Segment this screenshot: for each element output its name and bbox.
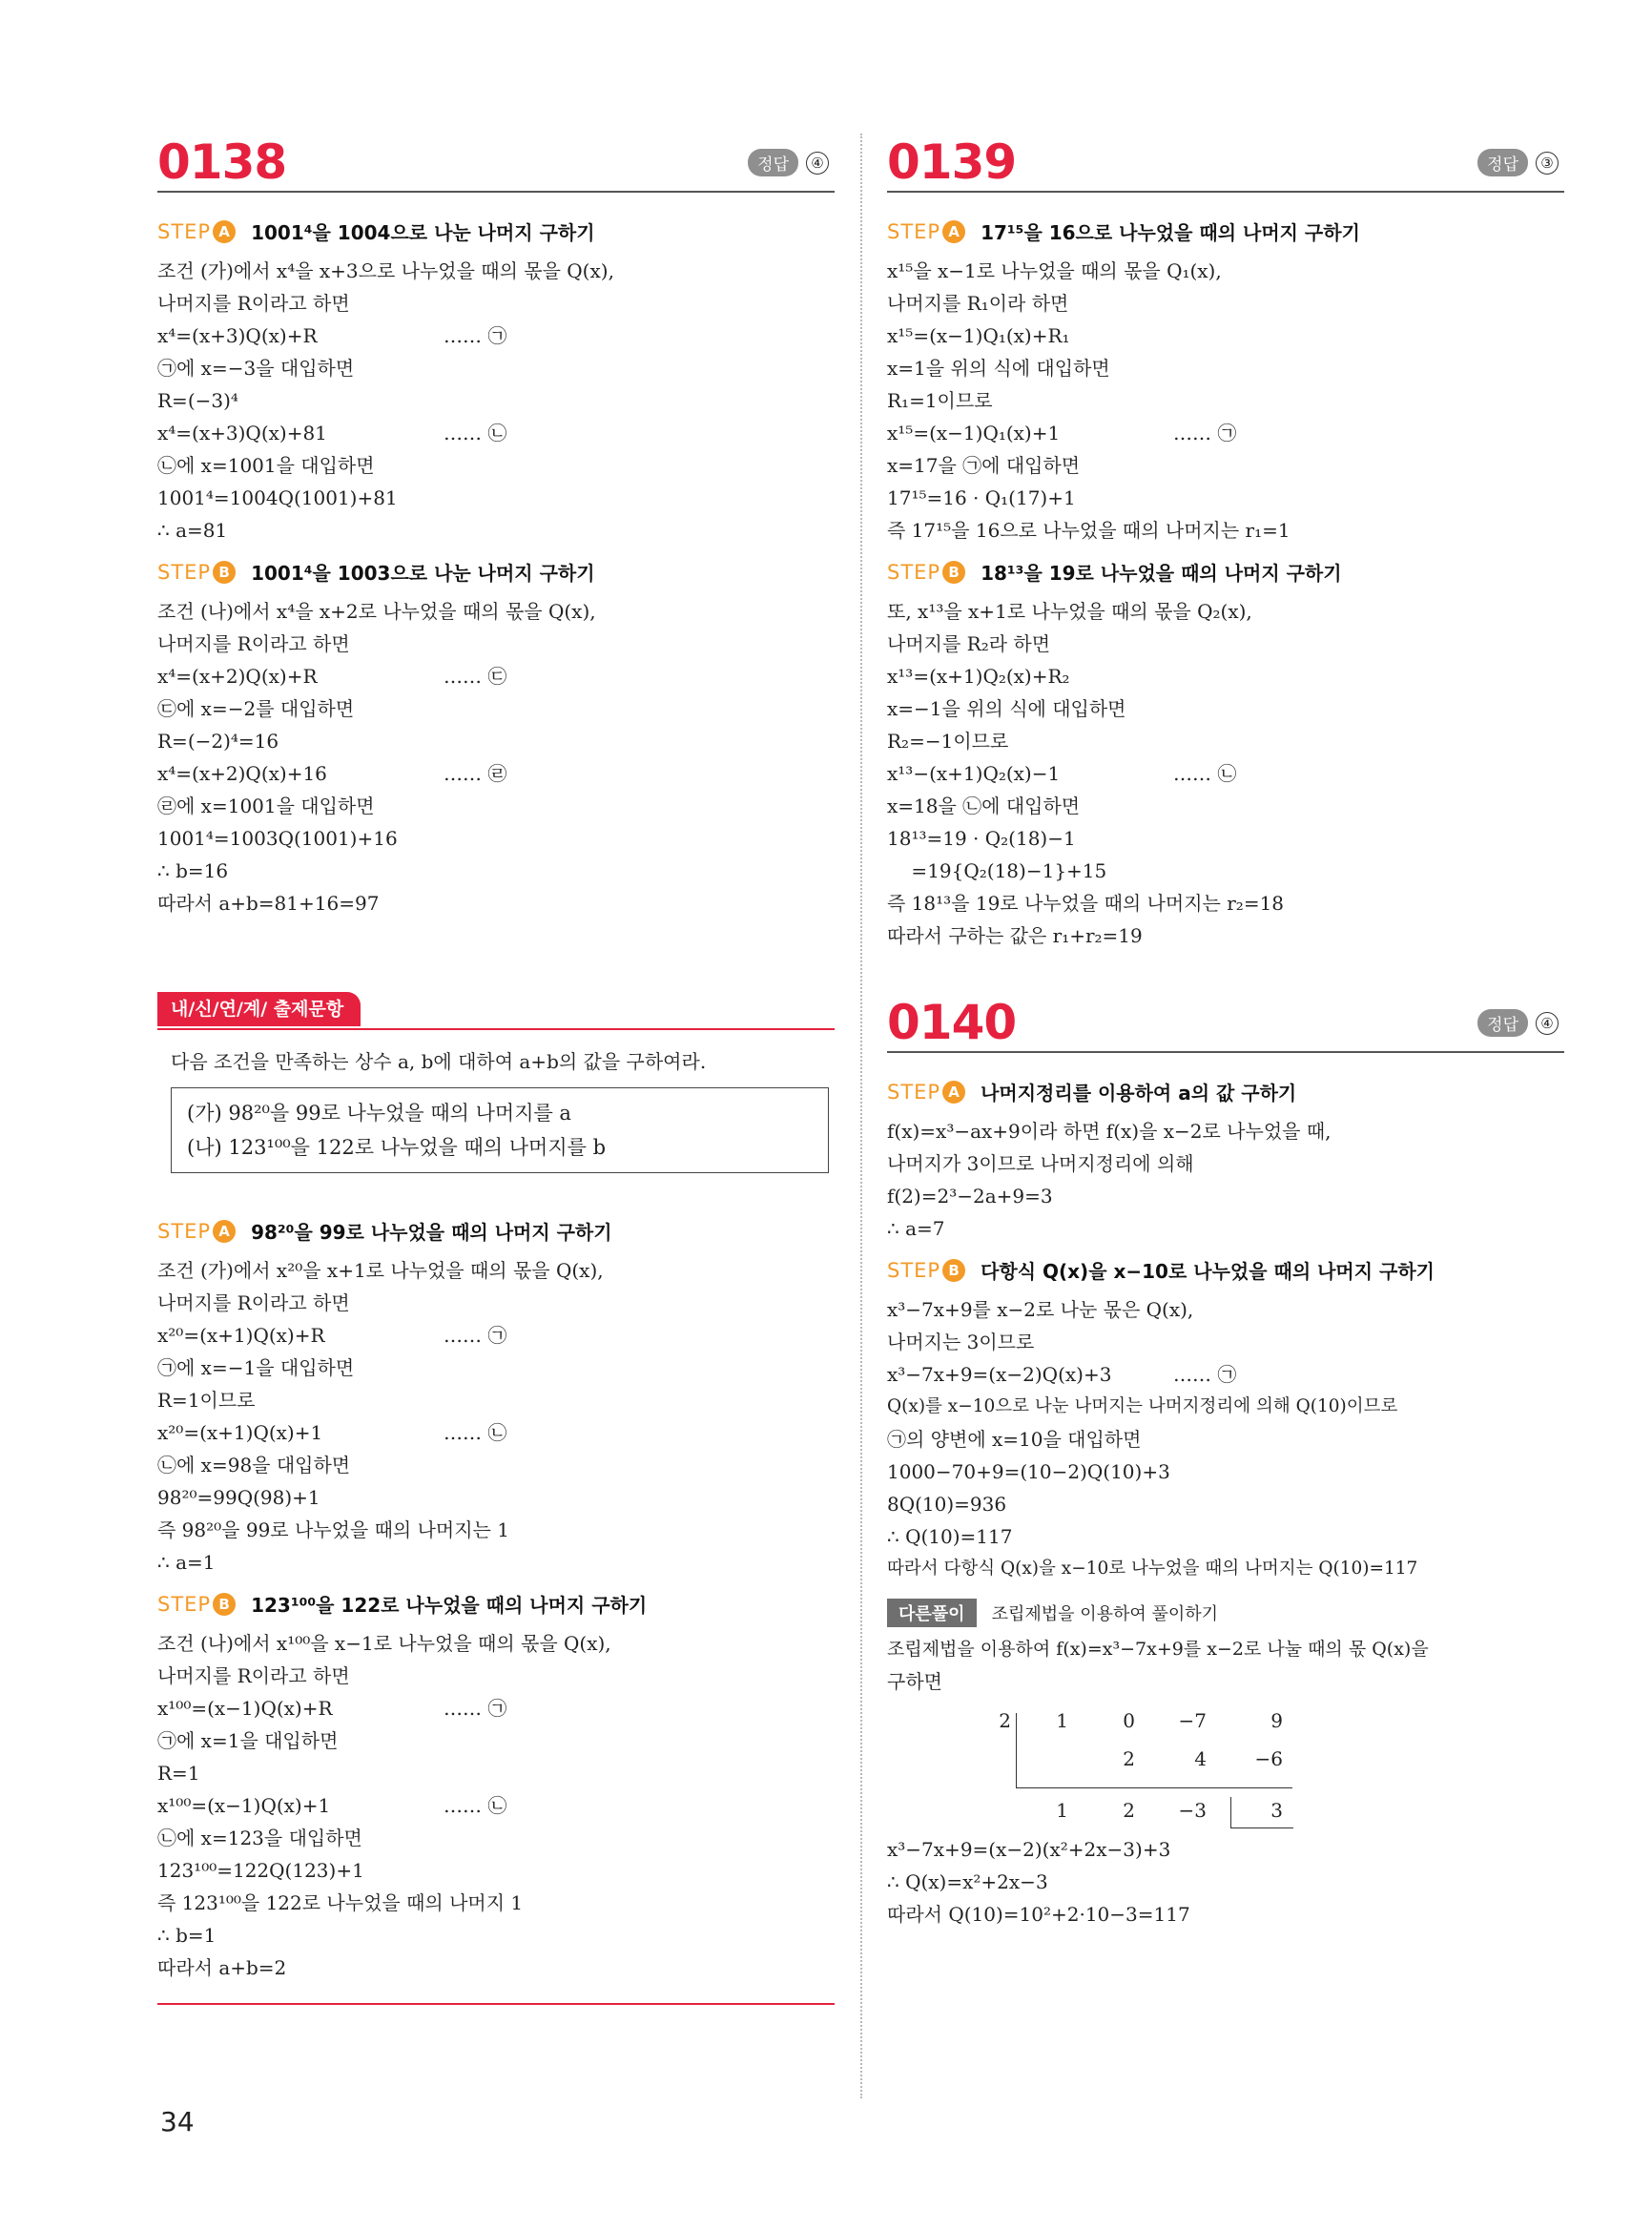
condition-line: (가) 98²⁰을 99로 나누었을 때의 나머지를 a (187, 1102, 571, 1125)
solution-line: ㉣에 x=1001을 대입하면 (157, 795, 375, 817)
problem-number: 0140 (887, 995, 1017, 1050)
step-label: STEP (887, 560, 941, 584)
solution-line: ㉢에 x=−2를 대입하면 (157, 697, 355, 720)
solution-line: Q(x)를 x−10으로 나눈 나머지는 나머지정리에 의해 Q(10)이므로 (887, 1396, 1398, 1416)
right-column (887, 134, 1564, 1931)
equation: x⁴=(x+3)Q(x)+81 (157, 422, 327, 444)
solution-line: 나머지를 R이라고 하면 (157, 632, 350, 655)
naesin-step-b-title (157, 1590, 835, 1618)
solution-line: 98²⁰=99Q(98)+1 (157, 1486, 320, 1509)
solution-line: R=(−3)⁴ (157, 389, 238, 412)
equation: x¹⁵=(x−1)Q₁(x)+1 (887, 422, 1061, 444)
equation: x¹³−(x+1)Q₂(x)−1 (887, 762, 1061, 785)
solution-line: R=1 (157, 1762, 200, 1785)
solution-line: 따라서 a+b=2 (157, 1956, 287, 1979)
answer-badge: 정답 (748, 149, 798, 176)
equation-tag: …… ㉠ (1173, 422, 1237, 444)
solution-line: ∴ a=1 (157, 1551, 216, 1574)
solution-line: 1001⁴=1004Q(1001)+81 (157, 486, 398, 509)
solution-line: 나머지는 3이므로 (887, 1331, 1035, 1353)
solution-line (157, 1692, 835, 1724)
solution-line: ㉡에 x=1001을 대입하면 (157, 454, 375, 477)
answer-box (1477, 1009, 1559, 1037)
step-label: STEP (157, 560, 212, 584)
answer-box (1477, 149, 1559, 176)
solution-line: 즉 17¹⁵을 16으로 나누었을 때의 나머지는 r₁=1 (887, 519, 1291, 542)
equation: x³−7x+9=(x−2)Q(x)+3 (887, 1363, 1112, 1386)
solution-line: 구하면 (887, 1670, 942, 1693)
step-text: 98²⁰을 99로 나누었을 때의 나머지 구하기 (251, 1221, 612, 1244)
solution-line: 1000−70+9=(10−2)Q(10)+3 (887, 1460, 1170, 1483)
equation-tag: …… ㉢ (444, 665, 507, 688)
synth-horizontal-rule (1016, 1787, 1292, 1788)
step-text: 18¹³을 19로 나누었을 때의 나머지 구하기 (981, 562, 1342, 585)
solution-line: R=(−2)⁴=16 (157, 730, 279, 753)
solution-line: ∴ a=7 (887, 1217, 945, 1240)
solution-line: ㉠의 양변에 x=10을 대입하면 (887, 1428, 1142, 1451)
step-label: STEP (157, 1592, 212, 1616)
naesin-question: 다음 조건을 만족하는 상수 a, b에 대하여 a+b의 값을 구하여라. (171, 1050, 707, 1073)
solution-line: 또, x¹³을 x+1로 나누었을 때의 몫을 Q₂(x), (887, 600, 1252, 623)
solution-line: 18¹³=19 · Q₂(18)−1 (887, 827, 1076, 850)
step-letter-a-icon: A (942, 1081, 965, 1104)
step-letter-b-icon: B (213, 561, 236, 584)
solution-line: 즉 98²⁰을 99로 나누었을 때의 나머지는 1 (157, 1518, 509, 1541)
solution-line: 나머지를 R이라고 하면 (157, 292, 350, 315)
solution-line: ㉠에 x=−3을 대입하면 (157, 357, 355, 380)
step-letter-a-icon: A (213, 1220, 236, 1243)
problem-header-0140 (887, 994, 1564, 1053)
equation: x²⁰=(x+1)Q(x)+R (157, 1324, 325, 1347)
solution-line: x³−7x+9=(x−2)(x²+2x−3)+3 (887, 1838, 1171, 1861)
page-number: 34 (160, 2106, 195, 2137)
solution-line: x³−7x+9를 x−2로 나눈 몫은 Q(x), (887, 1298, 1194, 1321)
naesin-step-a-title (157, 1217, 835, 1245)
solution-line: R=1이므로 (157, 1389, 256, 1412)
step-text: 1001⁴을 1004으로 나눈 나머지 구하기 (251, 221, 595, 244)
problem-number: 0139 (887, 134, 1017, 190)
solution-line: ∴ Q(10)=117 (887, 1525, 1013, 1548)
equation-tag: …… ㉠ (444, 1697, 507, 1720)
solution-line: ㉡에 x=123을 대입하면 (157, 1827, 362, 1849)
solution-line: 1001⁴=1003Q(1001)+16 (157, 827, 398, 850)
step-label: STEP (887, 1258, 941, 1282)
step-letter-b-icon: B (942, 561, 965, 584)
solution-line: 123¹⁰⁰=122Q(123)+1 (157, 1859, 364, 1882)
solution-line: R₁=1이므로 (887, 389, 993, 412)
naesin-tag: 내/신/연/계/ 출제문항 (157, 992, 361, 1026)
left-column (157, 134, 835, 2005)
step-letter-b-icon: B (213, 1593, 236, 1616)
answer-box (748, 149, 829, 176)
solution-line: 나머지가 3이므로 나머지정리에 의해 (887, 1152, 1194, 1175)
solution-line: 나머지를 R이라고 하면 (157, 1664, 350, 1687)
solution-line: R₂=−1이므로 (887, 730, 1009, 753)
step-b-title (887, 558, 1564, 586)
step-letter-a-icon: A (213, 220, 236, 243)
synth-cell: 9 (1270, 1709, 1283, 1732)
step-text: 나머지정리를 이용하여 a의 값 구하기 (981, 1082, 1297, 1105)
alt-tag: 다른풀이 (887, 1599, 977, 1627)
solution-line (887, 757, 1564, 790)
synth-cell: 2 (1123, 1799, 1135, 1822)
solution-line (887, 1358, 1564, 1391)
condition-box (171, 1087, 829, 1173)
equation-tag: …… ㉡ (444, 1421, 507, 1444)
equation-tag: …… ㉡ (1173, 762, 1237, 785)
synth-cell: −7 (1178, 1709, 1207, 1732)
solution-line: =19{Q₂(18)−1}+15 (887, 859, 1107, 882)
equation: x²⁰=(x+1)Q(x)+1 (157, 1421, 323, 1444)
section-divider (157, 2003, 835, 2005)
solution-line: x¹⁵을 x−1로 나누었을 때의 몫을 Q₁(x), (887, 259, 1222, 282)
answer-badge: 정답 (1477, 149, 1528, 176)
problem-header-0139 (887, 134, 1564, 193)
solution-line (157, 757, 835, 790)
synth-remainder: 3 (1270, 1799, 1283, 1822)
step-b-title (157, 558, 835, 586)
solution-line: 조건 (나)에서 x¹⁰⁰을 x−1로 나누었을 때의 몫을 Q(x), (157, 1632, 611, 1655)
step-text: 다항식 Q(x)을 x−10로 나누었을 때의 나머지 구하기 (981, 1260, 1435, 1283)
synth-remainder-rule (1230, 1827, 1293, 1828)
solution-line (157, 1789, 835, 1822)
step-a-title (887, 1078, 1564, 1105)
solution-line: 17¹⁵=16 · Q₁(17)+1 (887, 486, 1076, 509)
step-letter-b-icon: B (942, 1259, 965, 1282)
step-text: 123¹⁰⁰을 122로 나누었을 때의 나머지 구하기 (251, 1594, 648, 1617)
solution-line: x¹⁵=(x−1)Q₁(x)+R₁ (887, 324, 1070, 347)
answer-value: ④ (1536, 1012, 1559, 1035)
solution-line: 나머지를 R₁이라 하면 (887, 292, 1069, 315)
solution-line: 조건 (가)에서 x⁴을 x+3으로 나누었을 때의 몫을 Q(x), (157, 259, 614, 282)
solution-line: f(x)=x³−ax+9이라 하면 f(x)을 x−2로 나누었을 때, (887, 1120, 1332, 1143)
synth-cell: 1 (1056, 1799, 1068, 1822)
solution-line: 조건 (나)에서 x⁴을 x+2로 나누었을 때의 몫을 Q(x), (157, 600, 596, 623)
step-label: STEP (157, 1219, 212, 1243)
solution-line: ㉡에 x=98을 대입하면 (157, 1454, 351, 1476)
solution-line: 즉 18¹³을 19로 나누었을 때의 나머지는 r₂=18 (887, 892, 1285, 915)
solution-line: ㉠에 x=1을 대입하면 (157, 1729, 339, 1752)
naesin-header (157, 992, 835, 1030)
solution-line: ∴ Q(x)=x²+2x−3 (887, 1870, 1048, 1893)
equation-tag: …… ㉠ (444, 324, 507, 347)
step-a-title (157, 217, 835, 245)
synthetic-division (944, 1705, 1564, 1829)
solution-line: 따라서 다항식 Q(x)을 x−10로 나누었을 때의 나머지는 Q(10)=117 (887, 1559, 1418, 1579)
step-label: STEP (157, 219, 212, 243)
solution-line: 따라서 a+b=81+16=97 (157, 892, 380, 915)
equation: x⁴=(x+2)Q(x)+R (157, 665, 318, 688)
alt-title: 조립제법을 이용하여 풀이하기 (991, 1604, 1219, 1624)
solution-line: 조건 (가)에서 x²⁰을 x+1로 나누었을 때의 몫을 Q(x), (157, 1259, 604, 1282)
step-label: STEP (887, 219, 941, 243)
solution-line (157, 1416, 835, 1449)
problem-number: 0138 (157, 134, 287, 190)
solution-line: ㉠에 x=−1을 대입하면 (157, 1356, 355, 1379)
solution-line: ∴ b=16 (157, 859, 229, 882)
solution-line: x=−1을 위의 식에 대입하면 (887, 697, 1126, 720)
synth-cell: −6 (1254, 1747, 1283, 1770)
solution-line: x¹³=(x+1)Q₂(x)+R₂ (887, 665, 1070, 688)
synth-cell: −3 (1178, 1799, 1207, 1822)
step-b-title (887, 1256, 1564, 1284)
solution-line (157, 660, 835, 692)
solution-line: 8Q(10)=936 (887, 1493, 1007, 1516)
solution-line: ∴ a=81 (157, 519, 228, 542)
equation-tag: …… ㉠ (444, 1324, 507, 1347)
equation: x¹⁰⁰=(x−1)Q(x)+1 (157, 1794, 331, 1817)
synth-cell: 1 (1056, 1709, 1068, 1732)
problem-header-0138 (157, 134, 835, 193)
answer-badge: 정답 (1477, 1009, 1528, 1037)
synth-vertical-rule (1016, 1713, 1017, 1787)
synth-remainder-rule (1230, 1797, 1231, 1827)
solution-line: 따라서 구하는 값은 r₁+r₂=19 (887, 924, 1143, 947)
condition-line: (나) 123¹⁰⁰을 122로 나누었을 때의 나머지를 b (187, 1136, 607, 1159)
synth-cell: 0 (1123, 1709, 1135, 1732)
synth-divisor: 2 (999, 1709, 1011, 1732)
solution-line: 조립제법을 이용하여 f(x)=x³−7x+9를 x−2로 나눌 때의 몫 Q(x)을 (887, 1639, 1429, 1660)
solution-line (157, 1319, 835, 1352)
step-letter-a-icon: A (942, 220, 965, 243)
solution-line (157, 320, 835, 352)
equation: x¹⁰⁰=(x−1)Q(x)+R (157, 1697, 333, 1720)
equation-tag: …… ㉡ (444, 1794, 507, 1817)
step-a-title (887, 217, 1564, 245)
solution-line: 즉 123¹⁰⁰을 122로 나누었을 때의 나머지 1 (157, 1891, 524, 1914)
solution-line: 나머지를 R₂라 하면 (887, 632, 1051, 655)
solution-line: x=17을 ㉠에 대입하면 (887, 454, 1081, 477)
answer-value: ③ (1536, 152, 1559, 175)
solution-line (157, 417, 835, 449)
solution-line: x=1을 위의 식에 대입하면 (887, 357, 1110, 380)
synth-cell: 4 (1194, 1747, 1207, 1770)
equation: x⁴=(x+3)Q(x)+R (157, 324, 318, 347)
synth-cell: 2 (1123, 1747, 1135, 1770)
solution-line: f(2)=2³−2a+9=3 (887, 1185, 1053, 1208)
equation-tag: …… ㉣ (444, 762, 507, 785)
step-label: STEP (887, 1080, 941, 1104)
step-text: 1001⁴을 1003으로 나눈 나머지 구하기 (251, 562, 595, 585)
column-divider (860, 134, 862, 2098)
solution-line: 나머지를 R이라고 하면 (157, 1291, 350, 1314)
solution-line: 따라서 Q(10)=10²+2·10−3=117 (887, 1903, 1190, 1926)
answer-value: ④ (806, 152, 829, 175)
solution-line: ∴ b=1 (157, 1924, 217, 1947)
step-text: 17¹⁵을 16으로 나누었을 때의 나머지 구하기 (981, 221, 1360, 244)
equation: x⁴=(x+2)Q(x)+16 (157, 762, 327, 785)
solution-line: x=18을 ㉡에 대입하면 (887, 795, 1081, 817)
solution-line (887, 417, 1564, 449)
equation-tag: …… ㉡ (444, 422, 507, 444)
equation-tag: …… ㉠ (1173, 1363, 1237, 1386)
alternative-solution-header (887, 1599, 1564, 1627)
